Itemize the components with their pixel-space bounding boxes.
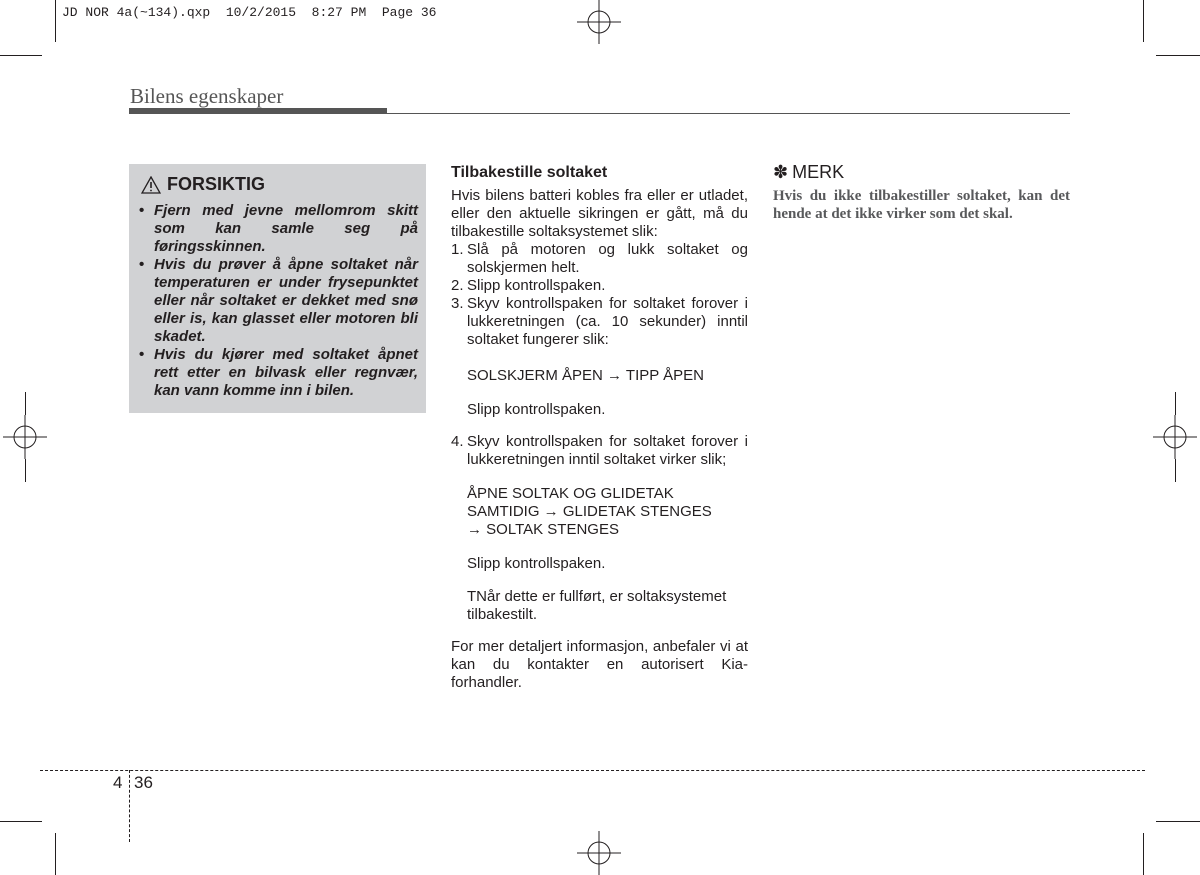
- footer-rule: [40, 770, 1145, 771]
- title-rule: [387, 113, 1070, 114]
- chapter-number: 4: [113, 773, 123, 792]
- outro-text: For mer detaljert informasjon, anbefaler vi at kan du kontakter en autorisert Kia-forhandler.: [451, 638, 748, 691]
- registration-mark-icon: [577, 831, 621, 875]
- crop-mark: [0, 55, 42, 56]
- sequence-text: SAMTIDIG → GLIDETAK STENGES: [467, 503, 712, 520]
- caution-item: • Hvis du prøver å åpne soltaket når temperaturen er under frysepunktet eller når soltaket er dekket med snø eller is, kan glasset eller motoren bli skadet.: [139, 256, 418, 346]
- done-text: TNår dette er fullført, er soltaksystemet tilbakestilt.: [467, 588, 727, 623]
- crop-mark: [1143, 833, 1144, 875]
- step-text: Slå på motoren og lukk soltaket og solskjermen helt.: [467, 241, 748, 276]
- release-text: Slipp kontrollspaken.: [467, 401, 606, 418]
- step-text: Slipp kontrollspaken.: [467, 277, 606, 294]
- caution-box: [129, 164, 426, 413]
- step-item: [451, 433, 748, 469]
- slug-line: JD NOR 4a(~134).qxp 10/2/2015 8:27 PM Page 36: [62, 5, 437, 20]
- registration-mark-icon: [1153, 415, 1197, 459]
- caution-item: • Hvis du kjører med soltaket åpnet rett etter en bilvask eller regnvær, kan vann komme inn i bilen.: [139, 346, 418, 400]
- step-item: [451, 295, 748, 349]
- note-box: [773, 162, 1070, 223]
- crop-mark: [25, 459, 26, 482]
- crop-mark: [25, 392, 26, 415]
- warning-triangle-icon: [141, 176, 161, 194]
- note-header: [773, 162, 1070, 183]
- sequence-text: ÅPNE SOLTAK OG GLIDETAK: [467, 485, 674, 502]
- crop-mark: [1175, 392, 1176, 415]
- asterisk-icon: ✽: [773, 162, 789, 182]
- caution-header: [141, 174, 265, 195]
- registration-mark-icon: [577, 0, 621, 44]
- section-title: Bilens egenskaper: [130, 84, 284, 108]
- crop-mark: [0, 821, 42, 822]
- step-item: [451, 241, 748, 277]
- crop-mark: [55, 833, 56, 875]
- sequence-text: SOLSKJERM ÅPEN → TIPP ÅPEN: [467, 367, 705, 384]
- crop-mark: [1175, 459, 1176, 482]
- reset-heading: Tilbakestille soltaket: [451, 164, 608, 181]
- crop-mark: [55, 0, 56, 42]
- crop-mark: [1156, 55, 1200, 56]
- step-text: Skyv kontrollspaken for soltaket forover i lukkeretningen (ca. 10 sekunder) inntil soltaket fungerer slik:: [467, 295, 748, 348]
- step-number: 4.: [451, 433, 464, 450]
- step-text: Skyv kontrollspaken for soltaket forover i lukkeretningen inntil soltaket virker slik;: [467, 433, 748, 468]
- footer-divider: [129, 770, 130, 842]
- caution-title: FORSIKTIG: [167, 174, 265, 194]
- step-number: 3.: [451, 295, 464, 312]
- registration-mark-icon: [3, 415, 47, 459]
- page-number: 36: [134, 773, 153, 792]
- reset-intro: Hvis bilens batteri kobles fra eller er utladet, eller den aktuelle sikringen er gått, må du tilbakestille soltaksystemet slik:: [451, 187, 748, 240]
- step-item: [451, 277, 748, 295]
- reset-section: [451, 163, 748, 692]
- caution-list: [139, 202, 418, 400]
- step-number: 1.: [451, 241, 464, 258]
- release-text: Slipp kontrollspaken.: [467, 555, 606, 572]
- note-title: MERK: [792, 162, 845, 182]
- crop-mark: [1143, 0, 1144, 42]
- note-text: Hvis du ikke tilbakestiller soltaket, kan det hende at det ikke virker som det skal.: [773, 188, 1070, 222]
- crop-mark: [1156, 821, 1200, 822]
- sequence-text: → SOLTAK STENGES: [467, 521, 619, 538]
- step-number: 2.: [451, 277, 464, 294]
- caution-item: • Fjern med jevne mellomrom skitt som kan samle seg på føringsskinnen.: [139, 202, 418, 256]
- title-rule: [129, 108, 387, 114]
